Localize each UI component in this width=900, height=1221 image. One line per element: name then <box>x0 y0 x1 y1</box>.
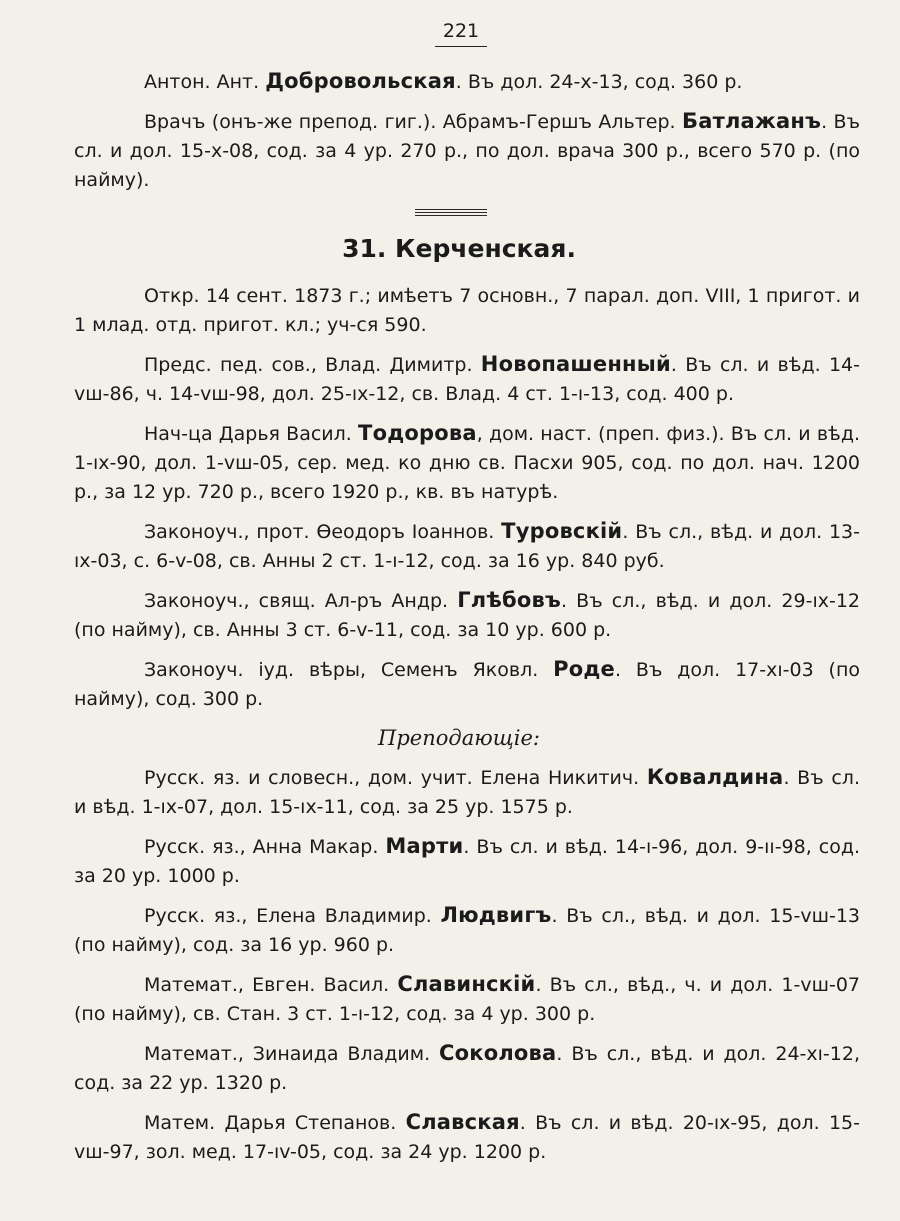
teacher-entry <box>74 763 860 822</box>
divider-line <box>415 209 487 210</box>
entry-text: Нач-ца Дарья Васил. <box>144 423 359 445</box>
page-number: 221 <box>442 20 480 42</box>
entry-text: Законоуч. іуд. вѣры, Семенъ Яковл. <box>144 659 554 681</box>
entry-text: Русск. яз., Анна Макар. <box>144 836 386 858</box>
entry-text: Русск. яз. и словесн., дом. учит. Елена Никитич. <box>144 767 647 789</box>
person-surname: Глѣбовъ <box>457 588 561 612</box>
carryover-entry-2 <box>74 107 860 195</box>
teacher-entry <box>74 970 860 1029</box>
person-surname: Новопашенный <box>480 352 671 376</box>
carryover-entry-1 <box>74 67 860 97</box>
staff-entry <box>74 419 860 507</box>
entry-text: Законоуч., прот. Ѳеодоръ Іоаннов. <box>144 521 502 543</box>
entry-text: . Въ сл. и вѣд. 14-vш-86, ч. 14-vш-98, дол. 25-ıx-12, св. Влад. 4 ст. 1-ı-13, сод. 400 р. <box>74 354 860 405</box>
section-summary: Откр. 14 сент. 1873 г.; имѣетъ 7 основн., 7 парал. доп. VIII, 1 пригот. и 1 млад. отд. пригот. кл.; уч-ся 590. <box>74 285 860 336</box>
person-surname: Добровольская <box>265 69 456 93</box>
person-surname: Соколова <box>439 1041 557 1065</box>
person-surname: Людвигъ <box>440 903 552 927</box>
divider-line <box>415 215 487 216</box>
entry-text: . Въ дол. 17-xı-03 (по найму), сод. 300 р. <box>74 659 860 710</box>
entry-text: . Въ сл., вѣд., ч. и дол. 1-vш-07 (по найму), св. Стан. 3 ст. 1-ı-12, сод. за 4 ур. 300 р. <box>74 974 860 1025</box>
person-surname: Марти <box>385 834 464 858</box>
entry-text: Русск. яз., Елена Владимир. <box>144 905 441 927</box>
entry-text: . Въ дол. 24-х-13, сод. 360 р. <box>455 71 743 93</box>
entry-text: . Въ сл. и вѣд. 1-ıx-07, дол. 15-ıx-11, сод. за 25 ур. 1575 р. <box>74 767 860 818</box>
teachers-heading: Преподающіе: <box>378 726 540 750</box>
staff-entry <box>74 350 860 409</box>
entry-text: Врачъ (онъ-же препод. гиг.). Абрамъ-Гершъ Альтер. <box>144 111 683 133</box>
teacher-entry <box>74 832 860 891</box>
entry-text: , дом. наст. (преп. физ.). Въ сл. и вѣд. 1-ıx-90, дол. 1-vш-05, сер. мед. ко дню св. Пасхи 905, сод. по дол. нач. 1200 р., за 12 ур. 720 р., всего 1920 р., кв. въ натурѣ. <box>74 423 860 503</box>
person-surname: Славинскій <box>397 972 536 996</box>
divider-line <box>415 212 487 213</box>
entry-text: . Въ сл., вѣд. и дол. 13-ıx-03, с. 6-v-08, св. Анны 2 ст. 1-ı-12, сод. за 16 ур. 840 руб. <box>74 521 860 572</box>
entry-text: . Въ сл., вѣд. и дол. 29-ıx-12 (по найму), св. Анны 3 ст. 6-v-11, сод. за 10 ур. 600 р. <box>74 590 860 641</box>
section-title: 31. Керченская. <box>342 234 576 263</box>
staff-entry <box>74 517 860 576</box>
document-page <box>74 18 860 1177</box>
teacher-entry <box>74 1108 860 1167</box>
entry-text: Матем. Дарья Степанов. <box>144 1112 406 1134</box>
entry-text: Предс. пед. сов., Влад. Димитр. <box>144 354 481 376</box>
section-divider <box>415 209 487 216</box>
entry-text: Законоуч., свящ. Ал-ръ Андр. <box>144 590 458 612</box>
teacher-entry <box>74 1039 860 1098</box>
entry-text: Антон. Ант. <box>144 71 266 93</box>
staff-entry <box>74 586 860 645</box>
teacher-entry <box>74 901 860 960</box>
entry-text: Математ., Зинаида Владим. <box>144 1043 440 1065</box>
entry-text: . Въ сл. и вѣд. 20-ıx-95, дол. 15-vш-97, зол. мед. 17-ıv-05, сод. за 24 ур. 1200 р. <box>74 1112 861 1163</box>
page-number-rule <box>435 46 487 47</box>
entry-text: . Въ сл., вѣд. и дол. 24-xı-12, сод. за 22 ур. 1320 р. <box>74 1043 860 1094</box>
entry-text: . Въ сл. и вѣд. 14-ı-96, дол. 9-ıı-98, сод. за 20 ур. 1000 р. <box>74 836 860 887</box>
entry-text: . Въ сл., вѣд. и дол. 15-vш-13 (по найму), сод. за 16 ур. 960 р. <box>74 905 860 956</box>
person-surname: Туровскій <box>501 519 623 543</box>
person-surname: Славская <box>405 1110 520 1134</box>
person-surname: Роде <box>553 657 615 681</box>
person-surname: Тодорова <box>358 421 477 445</box>
entry-text: Математ., Евген. Васил. <box>144 974 398 996</box>
staff-entry <box>74 655 860 714</box>
person-surname: Батлажанъ <box>682 109 822 133</box>
person-surname: Ковалдина <box>646 765 784 789</box>
entry-text: . Въ сл. и дол. 15-х-08, сод. за 4 ур. 270 р., по дол. врача 300 р., всего 570 р. (по найму). <box>74 111 860 191</box>
